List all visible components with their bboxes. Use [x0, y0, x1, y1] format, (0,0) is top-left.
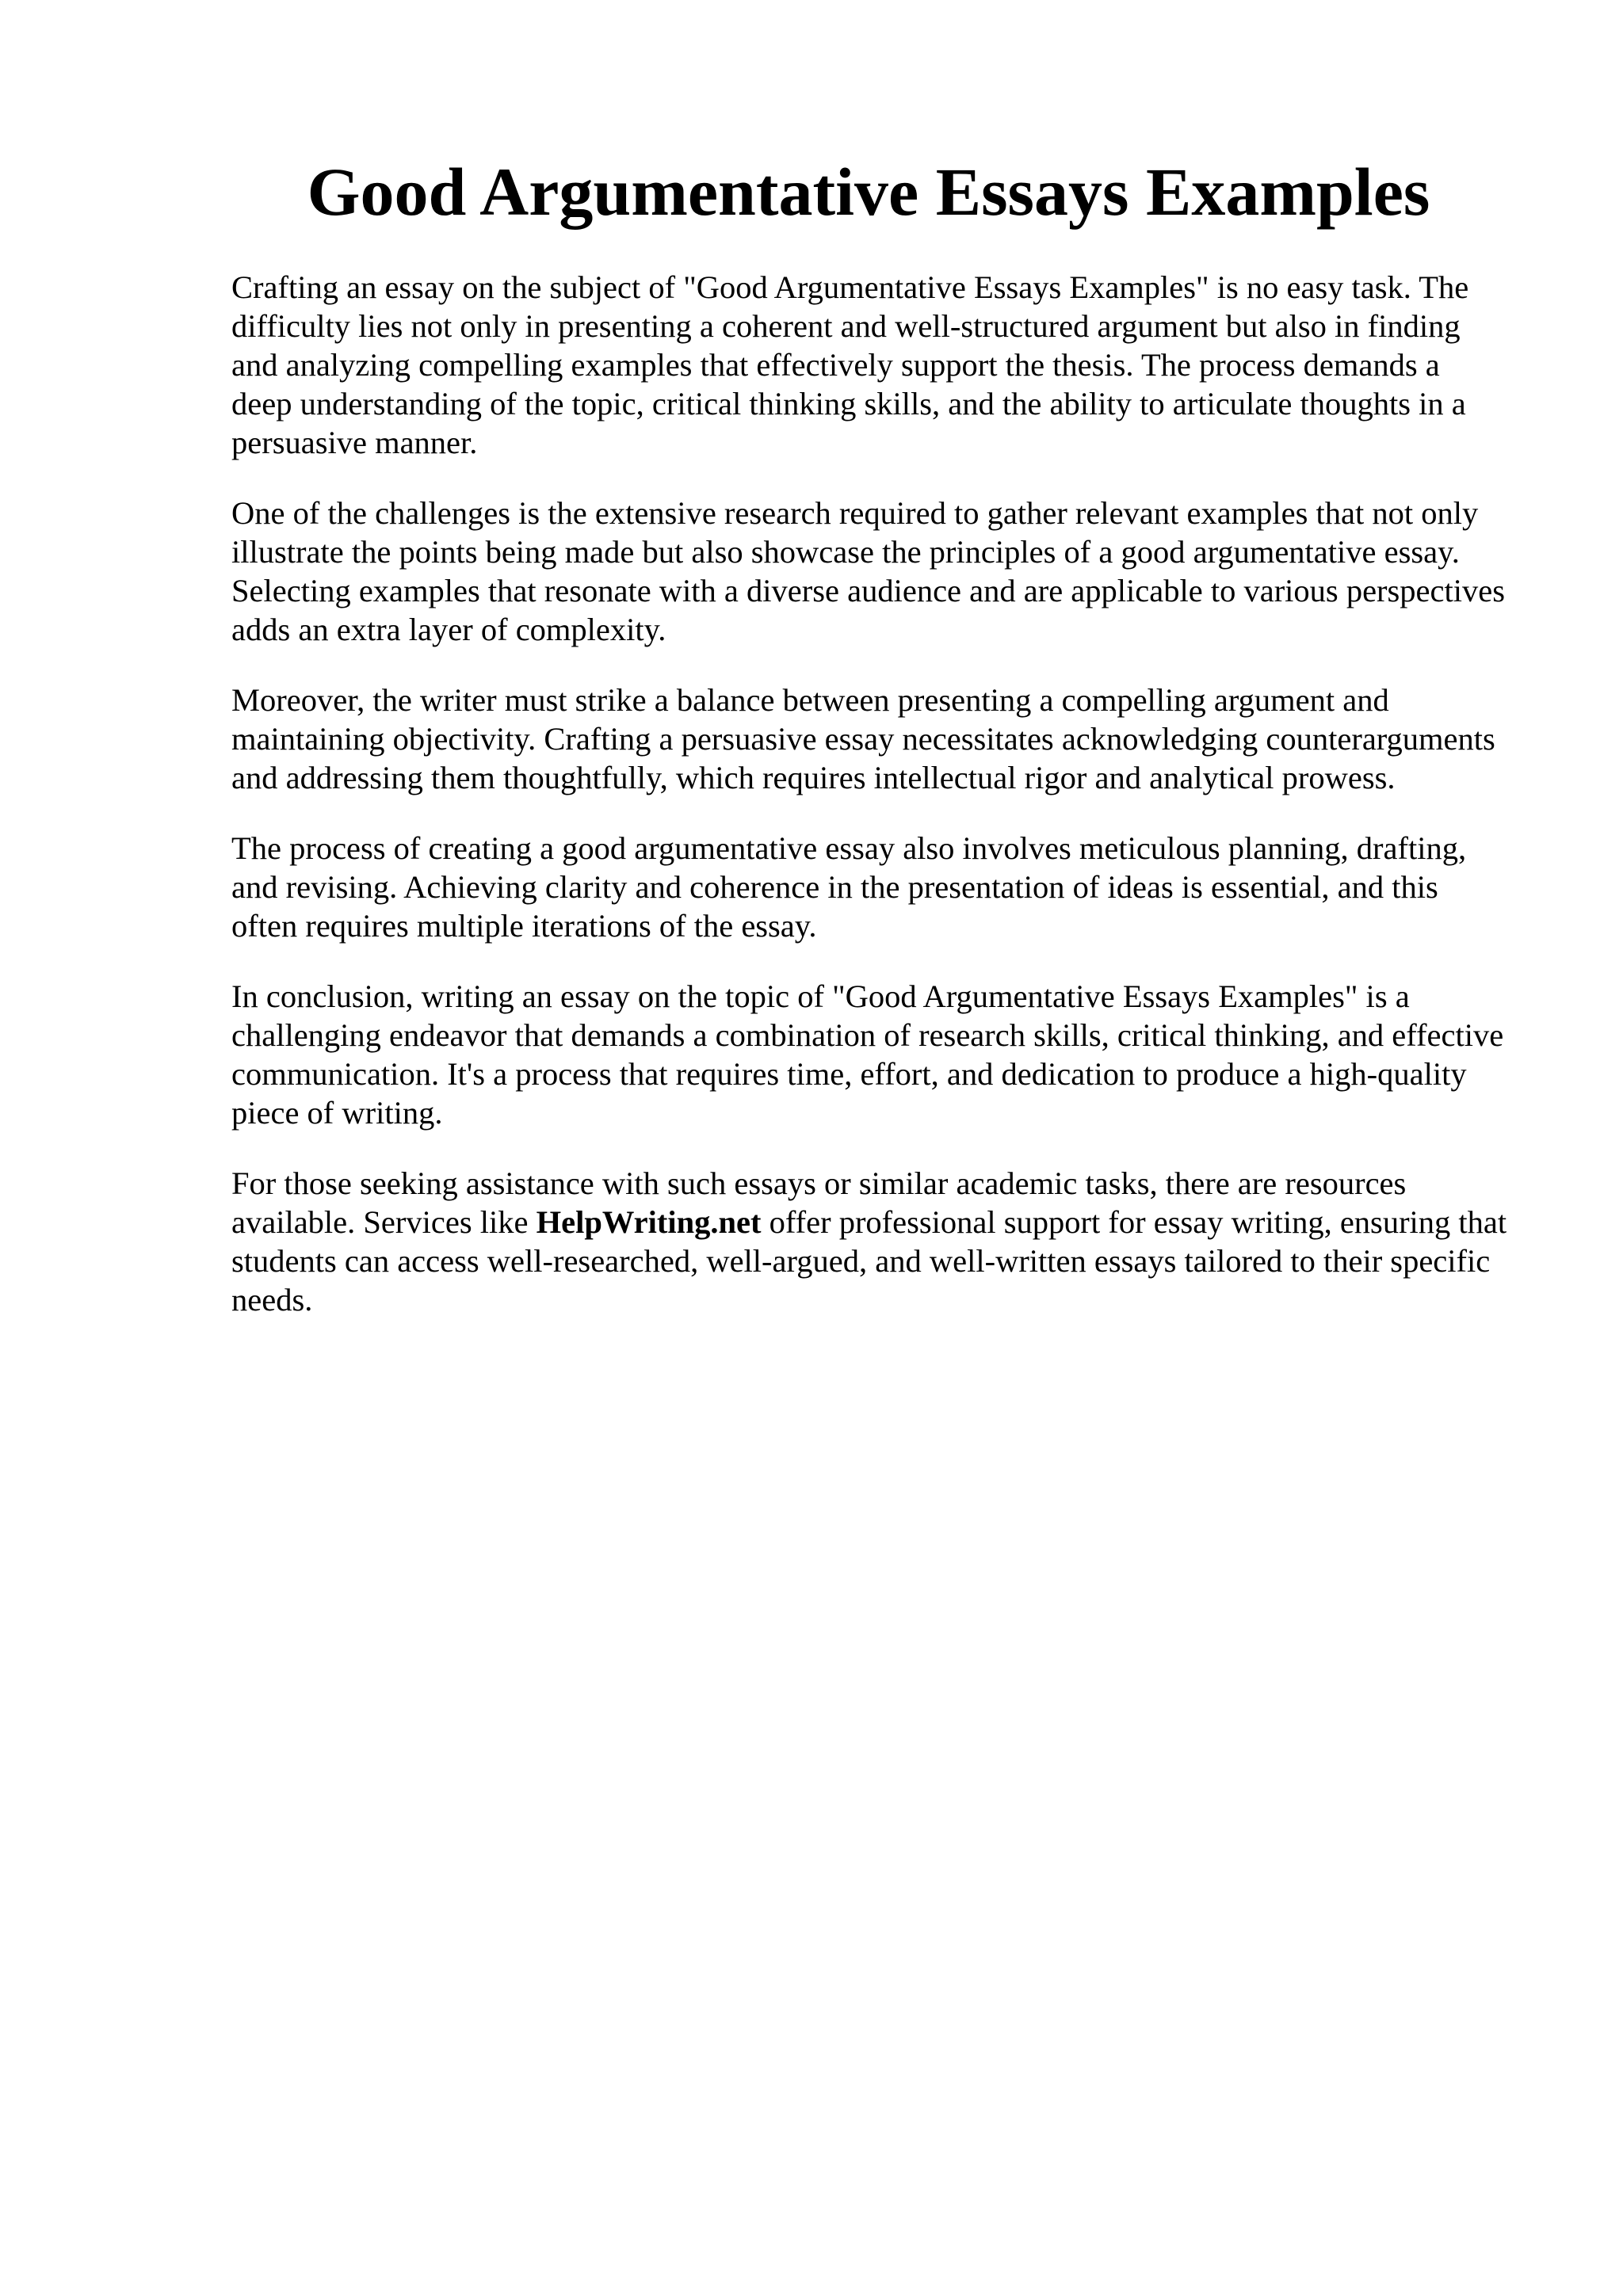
document-body: [231, 268, 1507, 1351]
paragraph-assistance: [231, 1164, 1507, 1319]
paragraph-balance-objectivity: Moreover, the writer must strike a balance between presenting a compelling argument and maintaining objectivity. Crafting a persuasive essay necessitates acknowledging counterarguments and addressing them thoughtfully, which requires intellectual rigor and analytical prowess.: [231, 682, 1495, 795]
brand-name: HelpWriting.net: [536, 1204, 762, 1240]
paragraph-conclusion: In conclusion, writing an essay on the topic of "Good Argumentative Essays Examples" is a challenging endeavor that demands a combination of research skills, critical thinking, and effective communication. It's a process that requires time, effort, and dedication to produce a high-quality piece of writing.: [231, 978, 1504, 1131]
assistance-text-after: offer professional support for essay writing, ensuring that students can access well-researched, well-argued, and well-written essays tailored to their specific needs.: [231, 1204, 1507, 1318]
paragraph-research-challenges: One of the challenges is the extensive research required to gather relevant examples that not only illustrate the points being made but also showcase the principles of a good argumentative essay. Selecting examples that resonate with a diverse audience and are applicable to various perspectives adds an extra layer of complexity.: [231, 495, 1505, 647]
paragraph-writing-process: The process of creating a good argumentative essay also involves meticulous planning, drafting, and revising. Achieving clarity and coherence in the presentation of ideas is essential, and this often requires multiple iterations of the essay.: [231, 830, 1467, 944]
assistance-text-before: For those seeking assistance with such essays or similar academic tasks, there are resources available. Services like: [231, 1165, 1407, 1240]
document-title: Good Argumentative Essays Examples: [307, 154, 1430, 230]
paragraph-intro: Crafting an essay on the subject of "Good Argumentative Essays Examples" is no easy task. The difficulty lies not only in presenting a coherent and well-structured argument but also in finding and analyzing compelling examples that effectively support the thesis. The process demands a deep understanding of the topic, critical thinking skills, and the ability to articulate thoughts in a persuasive manner.: [231, 269, 1469, 460]
